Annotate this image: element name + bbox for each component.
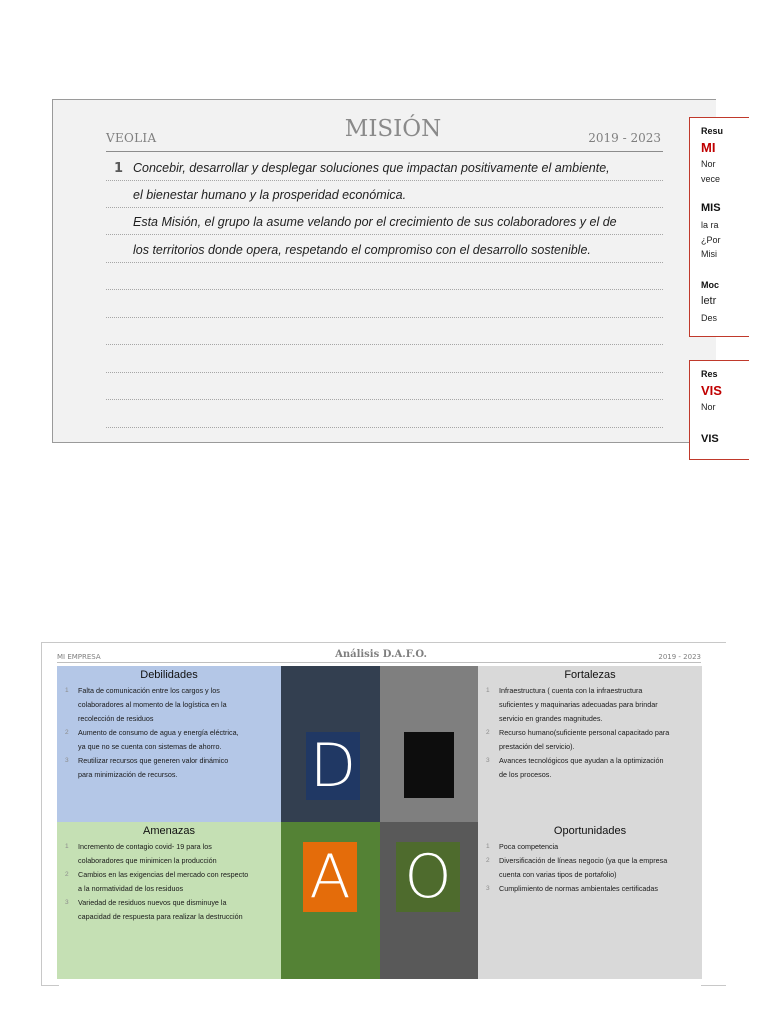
help-box-heading: Resu [701, 126, 724, 136]
list-item-number: 3 [65, 899, 69, 906]
list-item-text: Infraestructura ( cuenta con la infraestructura [499, 686, 643, 695]
list-item-text: recolección de residuos [78, 714, 154, 723]
list-item-number: 3 [486, 885, 490, 892]
d-column [281, 666, 380, 822]
list-item-number: 2 [486, 857, 490, 864]
list-item-text: para minimización de recursos. [78, 770, 178, 779]
list-item-text: cuenta con varias tipos de portafolio) [499, 870, 617, 879]
list-item [65, 684, 271, 726]
list-item-text: de los procesos. [499, 770, 552, 779]
list-item-text: Recurso humano(suficiente personal capacitado para [499, 728, 670, 737]
list-item [486, 854, 692, 882]
list-item-text: ya que no se cuenta con sistemas de ahorro. [78, 742, 222, 751]
amenazas-list [65, 840, 271, 924]
mission-line-text: Esta Misión, el grupo la asume velando por el crecimiento de sus colaboradores y el de [133, 215, 617, 229]
help-box-text: Misi [701, 249, 717, 259]
dafo-header-rule [57, 662, 701, 663]
list-item-text: Reutilizar recursos que generen valor dinámico [78, 756, 229, 765]
list-item [486, 840, 692, 854]
f-column [380, 666, 478, 822]
help-box-text: vece [701, 174, 721, 184]
mission-help-box [689, 117, 749, 337]
help-box-heading: Res [701, 369, 718, 379]
help-box-text: ¿Por [701, 235, 721, 245]
oportunidades-list [486, 840, 692, 896]
a-letter-tile [303, 842, 357, 912]
fortalezas-title: Fortalezas [564, 669, 616, 681]
list-item [486, 882, 692, 896]
mission-line-5[interactable] [106, 263, 663, 290]
mission-line-number: 1 [114, 161, 124, 176]
mission-line-9[interactable] [106, 373, 663, 400]
list-item [65, 840, 271, 868]
dafo-title: Análisis D.A.F.O. [335, 649, 427, 660]
list-item-text: Avances tecnológicos que ayudan a la optimización [499, 756, 664, 765]
help-box-text: letr [701, 295, 717, 307]
list-item-number: 3 [65, 757, 69, 764]
mission-line-1[interactable] [106, 154, 663, 181]
frame-line [701, 985, 726, 986]
list-item [65, 868, 271, 896]
list-item-number: 1 [486, 687, 490, 694]
mission-line-text: los territorios donde opera, respetando el compromiso con el desarrollo sostenible. [133, 243, 591, 257]
list-item-number: 2 [65, 729, 69, 736]
help-box-keyword: VIS [701, 383, 722, 398]
o-letter-tile [396, 842, 460, 912]
f-letter-tile [404, 732, 454, 798]
help-box-text: Nor [701, 402, 716, 412]
list-item [65, 754, 271, 782]
mission-years: 2019 - 2023 [588, 131, 661, 145]
list-item-text: servicio en grandes magnitudes. [499, 714, 603, 723]
o-letter: O [404, 842, 452, 912]
list-item-text: suficientes y maquinarias adecuadas para brindar [499, 700, 658, 709]
debilidades-title: Debilidades [140, 669, 198, 681]
mission-line-4[interactable] [106, 236, 663, 263]
list-item-text: capacidad de respuesta para realizar la destrucción [78, 912, 243, 921]
help-box-subheading: MIS [701, 202, 721, 214]
help-box-text: Des [701, 313, 718, 323]
vision-help-box [689, 360, 749, 460]
list-item-text: Falta de comunicación entre los cargos y los [78, 686, 220, 695]
debilidades-quadrant[interactable] [57, 666, 281, 822]
mission-header-rule [106, 151, 663, 152]
oportunidades-title: Oportunidades [553, 825, 627, 837]
list-item-number: 1 [65, 687, 69, 694]
mission-line-8[interactable] [106, 346, 663, 373]
list-item [486, 754, 692, 782]
list-item-text: Incremento de contagio covid- 19 para los [78, 842, 212, 851]
help-box-keyword: MI [701, 140, 716, 155]
a-letter: A [309, 842, 351, 912]
mission-line-7[interactable] [106, 318, 663, 345]
mission-line-text: Concebir, desarrollar y desplegar soluciones que impactan positivamente el ambiente, [133, 161, 610, 175]
help-box-subheading: VIS [701, 433, 719, 445]
debilidades-list [65, 684, 271, 782]
fortalezas-list [486, 684, 692, 782]
help-box-text: la ra [701, 220, 719, 230]
list-item-number: 2 [65, 871, 69, 878]
o-column [380, 822, 478, 979]
list-item-text: a la normatividad de los residuos [78, 884, 184, 893]
a-column [281, 822, 380, 979]
dafo-sheet [41, 642, 726, 986]
list-item-text: Aumento de consumo de agua y energía eléctrica, [78, 728, 239, 737]
list-item-number: 1 [65, 843, 69, 850]
amenazas-title: Amenazas [143, 825, 195, 837]
help-box-subheading: Moc [701, 280, 719, 290]
mission-line-6[interactable] [106, 291, 663, 318]
mission-line-10[interactable] [106, 401, 663, 428]
list-item-text: colaboradores que minimicen la producción [78, 856, 217, 865]
list-item-text: Variedad de residuos nuevos que disminuye la [78, 898, 227, 907]
list-item-number: 1 [486, 843, 490, 850]
d-letter-tile [306, 732, 360, 800]
mission-title: MISIÓN [344, 116, 442, 142]
list-item-number: 3 [486, 757, 490, 764]
frame-line [41, 642, 42, 986]
oportunidades-quadrant[interactable] [478, 822, 702, 979]
list-item-text: Cambios en las exigencias del mercado con respecto [78, 870, 249, 879]
list-item-text: Poca competencia [499, 842, 559, 851]
dafo-company-name: MI EMPRESA [57, 653, 101, 661]
fortalezas-quadrant[interactable] [478, 666, 702, 822]
mission-line-2[interactable] [106, 181, 663, 208]
frame-line [41, 642, 726, 643]
list-item [65, 726, 271, 754]
mission-company-name: VEOLIA [106, 131, 157, 145]
list-item-text: prestación del servicio). [499, 742, 575, 751]
d-letter: D [309, 731, 357, 801]
list-item [65, 896, 271, 924]
dafo-years: 2019 - 2023 [658, 653, 701, 661]
mission-line-3[interactable] [106, 208, 663, 235]
list-item [486, 726, 692, 754]
list-item-text: Cumplimiento de normas ambientales certificadas [499, 884, 658, 893]
help-box-text: Nor [701, 159, 716, 169]
mission-sheet [52, 99, 724, 445]
list-item-text: colaboradores al momento de la logística en la [78, 700, 227, 709]
list-item [486, 684, 692, 726]
list-item-text: Diversificación de líneas negocio (ya que la empresa [499, 856, 668, 865]
mission-line-text: el bienestar humano y la prosperidad económica. [133, 188, 407, 202]
frame-line [41, 985, 59, 986]
amenazas-quadrant[interactable] [57, 822, 281, 979]
list-item-number: 2 [486, 729, 490, 736]
